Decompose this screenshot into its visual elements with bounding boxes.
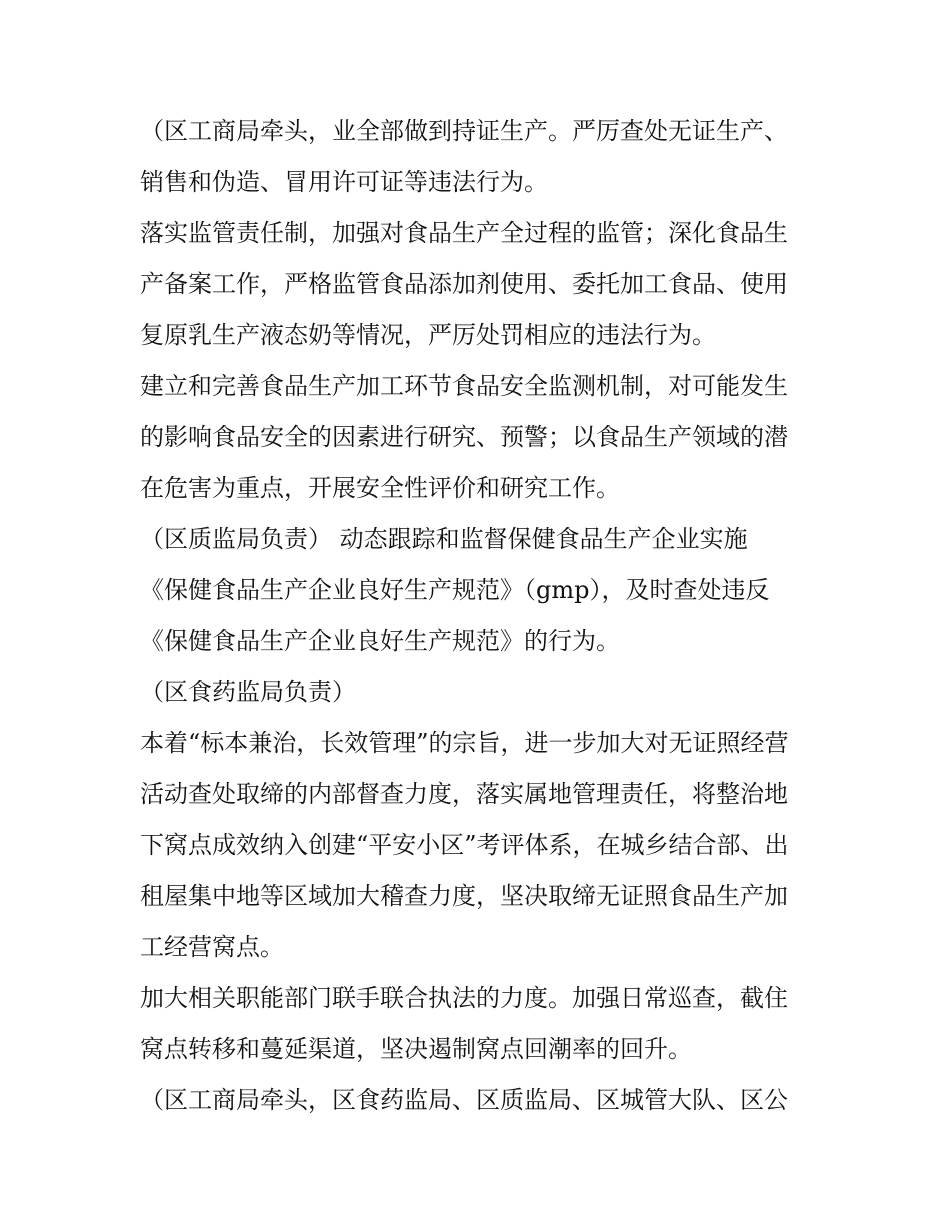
text-line: 建立和完善食品生产加工环节食品安全监测机制，对可能发生 xyxy=(140,372,788,400)
text-line: 窝点转移和蔓延渠道，坚决遏制窝点回潮率的回升。 xyxy=(140,1035,692,1063)
text-line: （区食药监局负责） xyxy=(140,678,356,706)
text-line: 本着“标本兼治，长效管理”的宗旨，进一步加大对无证照经营 xyxy=(140,729,789,757)
text-line: 租屋集中地等区域加大稽查力度，坚决取缔无证照食品生产加 xyxy=(140,882,788,910)
text-line: （区工商局牵头，业全部做到持证生产。严厉查处无证生产、 xyxy=(140,117,788,145)
text-line: 活动查处取缔的内部督查力度，落实属地管理责任，将整治地 xyxy=(140,780,788,808)
text-line: 加大相关职能部门联手联合执法的力度。加强日常巡查，截住 xyxy=(140,984,788,1012)
text-line: 产备案工作，严格监管食品添加剂使用、委托加工食品、使用 xyxy=(140,270,788,298)
text-line: 工经营窝点。 xyxy=(140,933,284,961)
text-line: 销售和伪造、冒用许可证等违法行为。 xyxy=(140,168,548,196)
document-body xyxy=(140,106,820,1126)
text-line: 的影响食品安全的因素进行研究、预警；以食品生产领域的潜 xyxy=(140,423,788,451)
text-line: 在危害为重点，开展安全性评价和研究工作。 xyxy=(140,474,620,502)
text-line: 落实监管责任制，加强对食品生产全过程的监管；深化食品生 xyxy=(140,219,788,247)
text-line: 《保健食品生产企业良好生产规范》（gmp），及时查处违反 xyxy=(140,576,770,604)
text-line: 《保健食品生产企业良好生产规范》的行为。 xyxy=(140,627,620,655)
text-line: 复原乳生产液态奶等情况，严厉处罚相应的违法行为。 xyxy=(140,321,716,349)
text-line: （区质监局负责） 动态跟踪和监督保健食品生产企业实施 xyxy=(140,525,748,553)
text-line: 下窝点成效纳入创建“平安小区”考评体系，在城乡结合部、出 xyxy=(140,831,789,859)
text-line: （区工商局牵头，区食药监局、区质监局、区城管大队、区公 xyxy=(140,1086,788,1114)
